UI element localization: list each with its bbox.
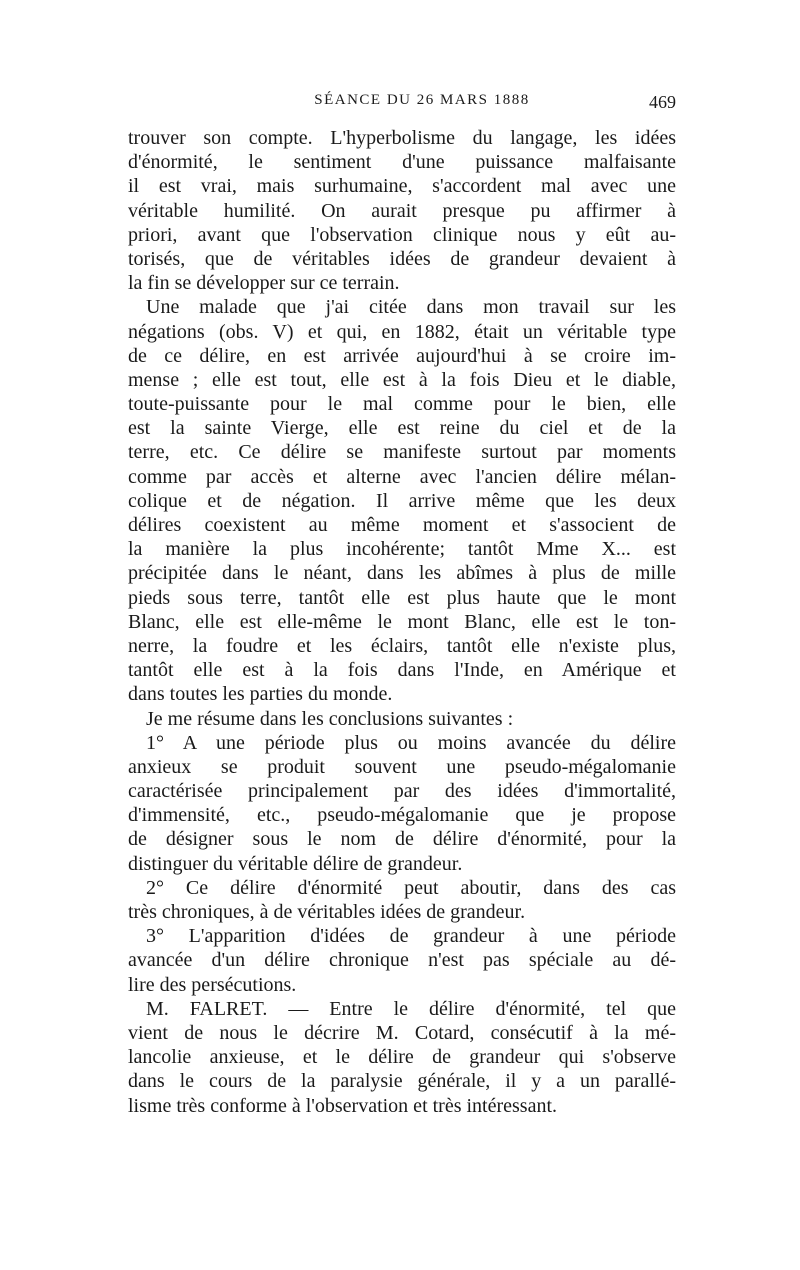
text-line: d'immensité, etc., pseudo-mégalomanie que je propose bbox=[128, 804, 676, 827]
text-line: caractérisée principalement par des idées d'immortalité, bbox=[128, 780, 676, 803]
text-line: 3° L'apparition d'idées de grandeur à une période bbox=[146, 925, 676, 948]
text-line: priori, avant que l'observation clinique nous y eût au- bbox=[128, 223, 676, 246]
running-head bbox=[128, 92, 676, 116]
text-line: la manière la plus incohérente; tantôt Mme X... est bbox=[128, 538, 676, 561]
text-line: distinguer du véritable délire de grandeur. bbox=[128, 852, 463, 875]
text-line: comme par accès et alterne avec l'ancien délire mélan- bbox=[128, 465, 676, 488]
running-head-title: SÉANCE DU 26 MARS 1888 bbox=[314, 92, 530, 108]
text-line: délires coexistent au même moment et s'associent de bbox=[128, 514, 676, 536]
text-line: est la sainte Vierge, elle est reine du ciel et de la bbox=[128, 417, 676, 440]
text-line: 1° A une période plus ou moins avancée du délire bbox=[146, 731, 676, 754]
text-line: avancée d'un délire chronique n'est pas spéciale au dé- bbox=[128, 949, 676, 972]
text-line: anxieux se produit souvent une pseudo-mégalomanie bbox=[128, 755, 676, 778]
text-line: colique et de négation. Il arrive même que les deux bbox=[128, 489, 676, 512]
text-line: dans le cours de la paralysie générale, il y a un parallé- bbox=[128, 1070, 676, 1093]
text-line: de ce délire, en est arrivée aujourd'hui à se croire im- bbox=[128, 344, 676, 367]
page-number: 469 bbox=[649, 92, 676, 112]
text-line: 2° Ce délire d'énormité peut aboutir, dans des cas bbox=[146, 876, 676, 899]
text-line: précipitée dans le néant, dans les abîmes à plus de mille bbox=[128, 562, 676, 585]
text-line: de désigner sous le nom de délire d'énormité, pour la bbox=[128, 828, 676, 851]
text-line: Je me résume dans les conclusions suivantes : bbox=[146, 707, 514, 730]
text-line: véritable humilité. On aurait presque pu affirmer à bbox=[128, 199, 676, 222]
text-line: lancolie anxieuse, et le délire de grandeur qui s'observe bbox=[128, 1046, 676, 1069]
text-line: mense ; elle est tout, elle est à la fois Dieu et le diable, bbox=[128, 368, 676, 391]
text-line: nerre, la foudre et les éclairs, tantôt elle n'existe plus, bbox=[128, 634, 676, 657]
text-line: Blanc, elle est elle-même le mont Blanc, elle est le ton- bbox=[128, 610, 676, 633]
text-line: négations (obs. V) et qui, en 1882, était un véritable type bbox=[128, 320, 676, 343]
text-line: très chroniques, à de véritables idées de grandeur. bbox=[128, 901, 526, 923]
text-line: Une malade que j'ai citée dans mon travail sur les bbox=[146, 296, 676, 319]
text-line: M. FALRET. — Entre le délire d'énormité, tel que bbox=[146, 997, 676, 1020]
text-line: terre, etc. Ce délire se manifeste surtout par moments bbox=[128, 441, 676, 464]
text-line: lisme très conforme à l'observation et très intéressant. bbox=[128, 1094, 558, 1117]
body-text bbox=[128, 126, 676, 1118]
text-line: torisés, que de véritables idées de grandeur devaient à bbox=[128, 247, 676, 270]
text-line: la fin se développer sur ce terrain. bbox=[128, 272, 400, 295]
text-line: toute-puissante pour le mal comme pour le bien, elle bbox=[128, 393, 676, 416]
text-line: lire des persécutions. bbox=[128, 973, 297, 996]
text-line: vient de nous le décrire M. Cotard, consécutif à la mé- bbox=[128, 1021, 676, 1044]
text-line: trouver son compte. L'hyperbolisme du langage, les idées bbox=[128, 127, 676, 149]
text-line: d'énormité, le sentiment d'une puissance malfaisante bbox=[128, 151, 676, 174]
text-line: pieds sous terre, tantôt elle est plus haute que le mont bbox=[128, 586, 676, 609]
text-line: dans toutes les parties du monde. bbox=[128, 683, 393, 706]
text-line: tantôt elle est à la fois dans l'Inde, en Amérique et bbox=[128, 659, 676, 682]
text-line: il est vrai, mais surhumaine, s'accordent mal avec une bbox=[128, 175, 676, 198]
